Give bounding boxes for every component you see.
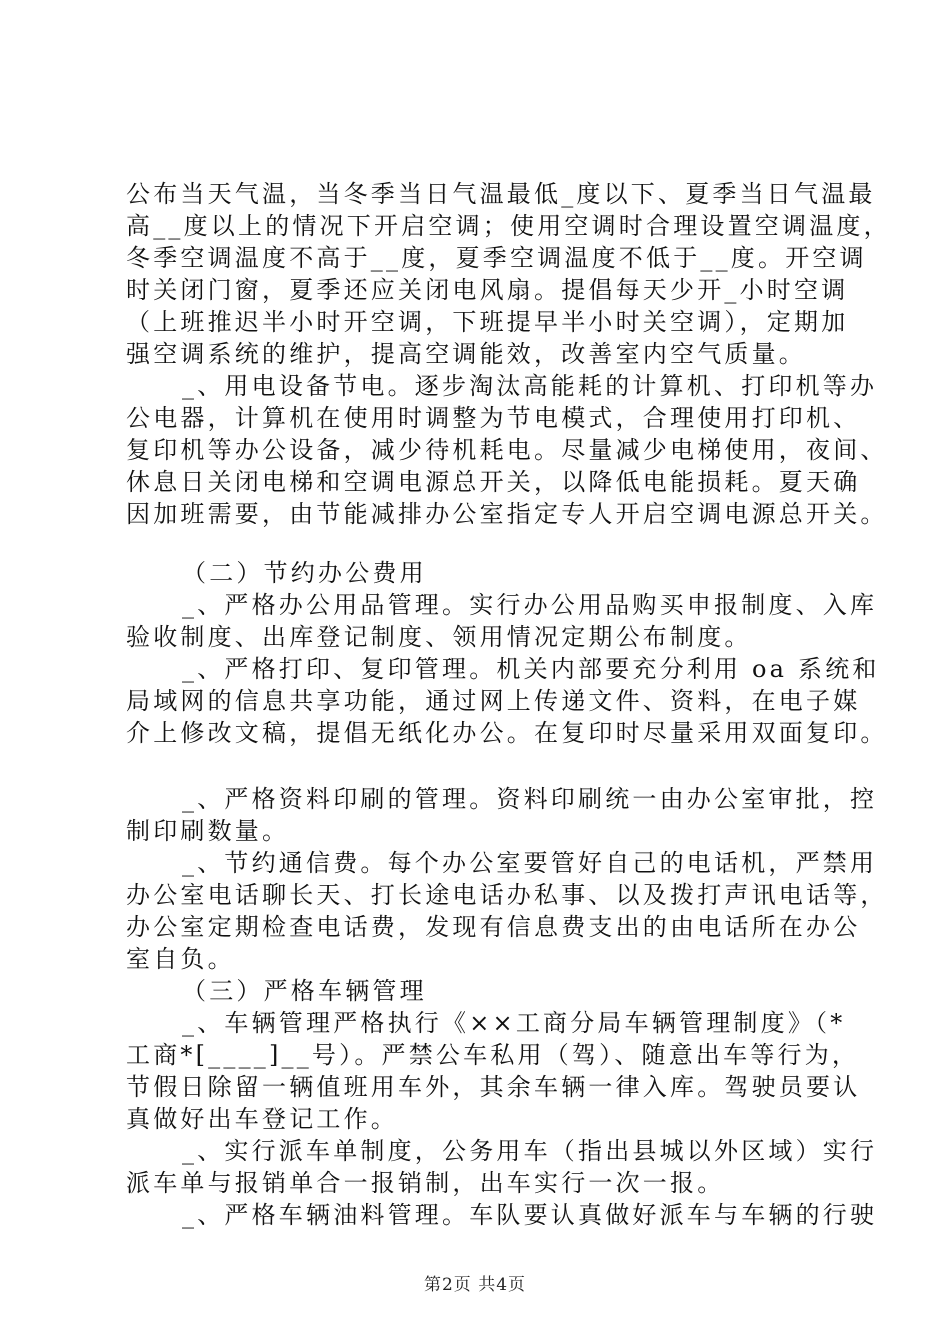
text-line: 高__度以上的情况下开启空调；使用空调时合理设置空调温度， [126,212,891,240]
text-line: 办公室电话聊长天、打长途电话办私事、以及拨打声讯电话等， [126,881,888,909]
text-line: 复印机等办公设备，减少待机耗电。尽量减少电梯使用，夜间、 [126,436,888,464]
text-line: _、实行派车单制度，公务用车（指出县城以外区域）实行 [182,1137,878,1165]
paragraph-telecom [126,847,888,975]
paragraph-dispatch-order [126,1135,878,1199]
text-line: _、严格车辆油料管理。车队要认真做好派车与车辆的行驶 [182,1201,878,1229]
section-heading-vehicle-management: （三）严格车辆管理 [182,977,427,1005]
section-heading-office-costs: （二）节约办公费用 [182,559,427,587]
text-line: 公电器，计算机在使用时调整为节电模式，合理使用打印机、 [126,404,861,432]
text-line: 室自负。 [126,945,235,973]
text-line: 休息日关闭电梯和空调电源总开关，以降低电能损耗。夏天确 [126,468,861,496]
text-line: _、节约通信费。每个办公室要管好自己的电话机，严禁用 [182,849,878,877]
text-line: _、严格办公用品管理。实行办公用品购买申报制度、入库 [182,591,878,619]
text-line: 节假日除留一辆值班用车外，其余车辆一律入库。驾驶员要认 [126,1073,861,1101]
text-line: 因加班需要，由节能减排办公室指定专人开启空调电源总开关。 [126,500,888,528]
document-body [126,178,891,1231]
text-line: 工商*[____]__号）。严禁公车私用（驾）、随意出车等行为， [126,1041,860,1069]
paragraph-equipment-power [126,370,888,530]
paragraph-fuel-management [126,1199,878,1231]
text-line: _、车辆管理严格执行《××工商分局车辆管理制度》（* [182,1009,846,1037]
text-line: 局域网的信息共享功能，通过网上传递文件、资料，在电子媒 [126,687,861,715]
text-line: （上班推迟半小时开空调，下班提早半小时关空调），定期加 [126,308,849,336]
paragraph-aircon-continued [126,178,891,370]
text-line: _、用电设备节电。逐步淘汰高能耗的计算机、打印机等办 [182,372,878,400]
spacer [126,749,850,783]
paragraph-office-supplies [126,589,878,653]
text-line: 制印刷数量。 [126,817,290,845]
text-line: 验收制度、出库登记制度、领用情况定期公布制度。 [126,623,752,651]
paragraph-printing [126,653,888,749]
text-line: 强空调系统的维护，提高空调能效，改善室内空气质量。 [126,340,806,368]
text-line: 真做好出车登记工作。 [126,1105,398,1133]
text-line: 办公室定期检查电话费，发现有信息费支出的由电话所在办公 [126,913,861,941]
text-line: 公布当天气温，当冬季当日气温最低_度以下、夏季当日气温最 [126,180,876,208]
paragraph-document-printing [126,783,878,847]
paragraph-vehicle-rules [126,1007,861,1135]
text-line: 冬季空调温度不高于__度，夏季空调温度不低于__度。开空调 [126,244,867,272]
text-line: 派车单与报销单合一报销制，出车实行一次一报。 [126,1169,725,1197]
text-line: 介上修改文稿，提倡无纸化办公。在复印时尽量采用双面复印。 [126,719,888,747]
text-line: _、严格资料印刷的管理。资料印刷统一由办公室审批，控 [182,785,878,813]
page-indicator: 第2页 共4页 [423,1275,527,1295]
text-line: 时关闭门窗，夏季还应关闭电风扇。提倡每天少开_小时空调 [126,276,849,304]
text-line: _、严格打印、复印管理。机关内部要充分利用 oa 系统和 [182,655,880,683]
spacer [126,530,850,557]
